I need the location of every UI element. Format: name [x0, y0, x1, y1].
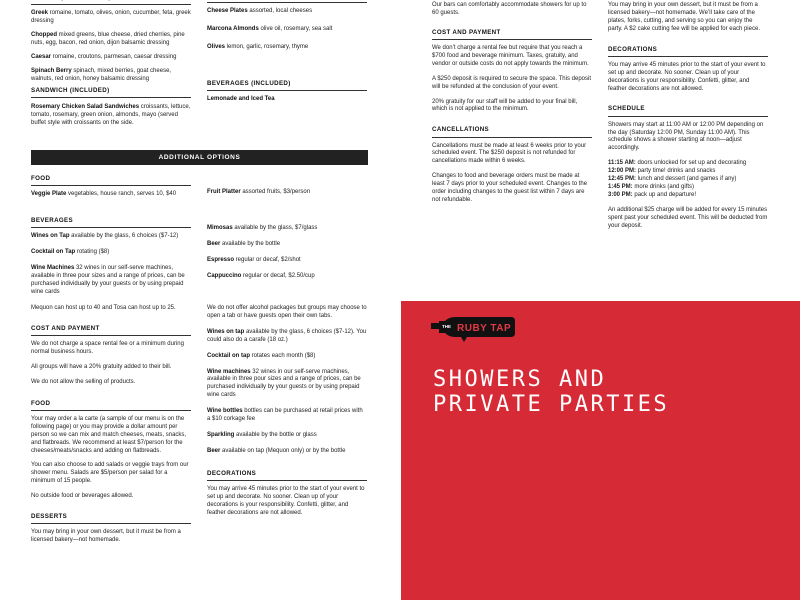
drink-option: Wines on tap available by the glass, 6 choices ($7-12). You could also do a carafe (18 oz.) [207, 328, 367, 343]
beverage-option: Cocktail on Tap rotating ($8) [31, 249, 110, 256]
salads-column [31, 0, 191, 133]
beverage-option: Beer available by the bottle [207, 240, 281, 247]
drink-option: Sparkling available by the bottle or glass [207, 431, 317, 438]
decorations-para: You may arrive 45 minutes prior to the start of your event to set up and decorate. No sooner. Clean up of your decorations is your responsibility. Confetti, glitter, and feather decorations are not allowed. [608, 61, 766, 92]
logo-the-text: THE [442, 324, 451, 329]
additional-right [207, 175, 367, 287]
schedule-entry: 12:00 PM: party time! drinks and snacks [608, 168, 716, 175]
schedule-entry: 1:45 PM: more drinks (and gifts) [608, 183, 695, 190]
snacks-column [207, 0, 367, 110]
schedule-entry: 12:45 PM: lunch and dessert (and games if any) [608, 176, 737, 183]
food-para: Your may order a la carte (a sample of our menu is on the following page) or you may provide a dollar amount per person so we can mix and match cheeses, meats, snacks, and flatbreads. We recommend at least $7/person for the cheeses/meats/snacks and adding on flatbreads. [31, 415, 187, 454]
extra-charge-para: An additional $25 charge will be added for every 15 minutes spent past your scheduled event. This will be deducted from your deposit. [608, 206, 768, 229]
cost-para: We do not allow the selling of products. [31, 378, 136, 385]
salad-item: Spinach Berry spinach, mixed berries, goat cheese, walnuts, red onion, honey balsamic dressing [31, 67, 172, 82]
salad-item: Greek romaine, tomato, olives, onion, cucumber, feta, greek dressing [31, 10, 191, 25]
drink-option: Cocktail on tap rotates each month ($8) [207, 352, 316, 359]
schedule-heading: SCHEDULE [608, 105, 768, 116]
additional-food-heading: FOOD [31, 175, 191, 186]
food-heading: FOOD [31, 400, 191, 411]
beverage-option: Wines on Tap available by the glass, 6 choices ($7-12) [31, 233, 179, 240]
schedule-para: Showers may start at 11:00 AM or 12:00 PM depending on the day (Saturday 12:00 PM, Sunday 11:00 AM). This schedule shows a shower starting at noon—adjust accordingly. [608, 121, 764, 152]
additional-beverages-heading: BEVERAGES [31, 217, 191, 228]
sandwich-item: Rosemary Chicken Salad Sandwiches croissants, lettuce, tomato, rosemary, green onion, almonds, mayo (served buffet style with croissants on the side. [31, 103, 191, 126]
beverage-included-item: Lemonade and Iced Tea [207, 95, 275, 102]
private-party-middle [207, 305, 367, 525]
cover-title [433, 367, 669, 417]
capacity-text: Mequon can host up to 40 and Tosa can host up to 25. [31, 305, 176, 311]
beverage-option: Espresso regular or decaf, $2/shot [207, 256, 301, 263]
cost-para: A $250 deposit is required to secure the space. This deposit will be refunded at the conclusion of your event. [432, 75, 591, 90]
desserts-para: You may bring in your own dessert, but it must be from a licensed bakery—not homemade. [31, 529, 181, 544]
showers-info-column [432, 2, 592, 212]
beverage-option: Wine Machines 32 wines in our self-serve machines, available in three pour sizes and a range of prices, can be purchased individually by your guests or by using prepaid wine cards [31, 265, 185, 295]
showers-schedule-column [608, 2, 768, 238]
salads-heading [31, 0, 191, 5]
cost-para: All groups will have a 20% gratuity added to their bill. [31, 363, 172, 370]
decorations-heading: DECORATIONS [207, 470, 367, 481]
dessert-para: You may bring in your own dessert, but it must be from a licensed bakery—not homemade. We’ll take care of the plates, forks, cutting, and serving so you can enjoy the party. A $2 cake cutting fee will be applied for each piece. [608, 2, 760, 32]
snack-item: Marcona Almonds olive oil, rosemary, sea salt [207, 25, 333, 32]
snacks-heading-rule [207, 0, 367, 3]
sandwich-heading: SANDWICH (INCLUDED) [31, 87, 191, 98]
salad-item: Chopped mixed greens, blue cheese, dried cherries, pine nuts, egg, bacon, red onion, dijon balsamic dressing [31, 32, 185, 46]
beverages-included-heading: BEVERAGES (INCLUDED) [207, 80, 367, 91]
fruit-platter-item: Fruit Platter assorted fruits, $3/person [207, 189, 311, 195]
cancellations-heading: CANCELLATIONS [432, 126, 592, 137]
food-para: No outside food or beverages allowed. [31, 493, 134, 500]
desserts-heading: DESSERTS [31, 513, 191, 524]
snack-item: Olives lemon, garlic, rosemary, thyme [207, 43, 309, 50]
additional-left [31, 175, 191, 303]
snack-item: Cheese Plates assorted, local cheeses [207, 8, 313, 14]
cost-payment-heading: COST AND PAYMENT [432, 29, 592, 40]
ruby-tap-logo [431, 315, 521, 343]
drink-option: Beer available on tap (Mequon only) or by the bottle [207, 447, 346, 454]
veggie-plate-item: Veggie Plate vegetables, house ranch, serves 10, $40 [31, 191, 177, 198]
decorations-para: You may arrive 45 minutes prior to the start of your event to set up and decorate. No sooner. Clean up of your decorations is your responsibility. Confetti, glitter, and feather decorations are not allowed. [207, 485, 365, 516]
cost-para: We do not charge a space rental fee or a minimum during normal business hours. [31, 341, 184, 355]
schedule-list [608, 160, 768, 200]
capacity-text: Our bars can comfortably accommodate showers for up to 60 guests. [432, 2, 587, 16]
alcohol-para: We do not offer alcohol packages but groups may choose to open a tab or have guests open their own tabs. [207, 305, 367, 319]
cover-panel [401, 301, 800, 600]
additional-food-rule [207, 175, 367, 184]
food-para: You can also choose to add salads or veggie trays from our shower menu. Salads are $5/person per salad for a minimum of 15 people. [31, 462, 189, 485]
additional-options-banner: ADDITIONAL OPTIONS [31, 150, 368, 165]
cover-title-line: PRIVATE PARTIES [433, 392, 670, 417]
cost-para: We don’t charge a rental fee but require that you reach a $700 food and beverage minimum. Taxes, gratuity, and vendor or outside costs do not apply towards the minimum. [432, 45, 589, 67]
drink-option: Wine machines 32 wines in our self-serve machines, available in three pour sizes and a range of prices, can be purchased individually by your guests or by using prepaid wine cards [207, 368, 361, 399]
drink-option: Wine bottles bottles can be purchased at retail prices with a $10 corkage fee [207, 408, 363, 423]
schedule-entry: 11:15 AM: doors unlocked for set up and decorating [608, 160, 747, 167]
cancel-para: Cancellations must be made at least 6 weeks prior to your scheduled event. The $250 deposit is not refunded for cancellations made within 6 weeks. [432, 142, 587, 165]
schedule-entry: 3:00 PM: pack up and departure! [608, 191, 697, 198]
decorations-heading: DECORATIONS [608, 46, 768, 57]
private-party-left [31, 305, 191, 552]
cost-para: 20% gratuity for our staff will be added to your final bill, which is not applied to the minimum. [432, 98, 578, 113]
logo-name-text: RUBY TAP [457, 323, 512, 334]
beverage-option: Cappuccino regular or decaf, $2.50/cup [207, 272, 315, 279]
beverage-option: Mimosas available by the glass, $7/glass [207, 224, 318, 231]
salad-item: Caesar romaine, croutons, parmesan, caesar dressing [31, 53, 177, 60]
cancel-para: Changes to food and beverage orders must be made at least 7 days prior to your scheduled event. Changes to the order including changes to the guest list within 7 days are not refundable. [432, 173, 588, 203]
cover-title-line: SHOWERS AND [433, 367, 607, 392]
cost-payment-heading: COST AND PAYMENT [31, 325, 191, 336]
